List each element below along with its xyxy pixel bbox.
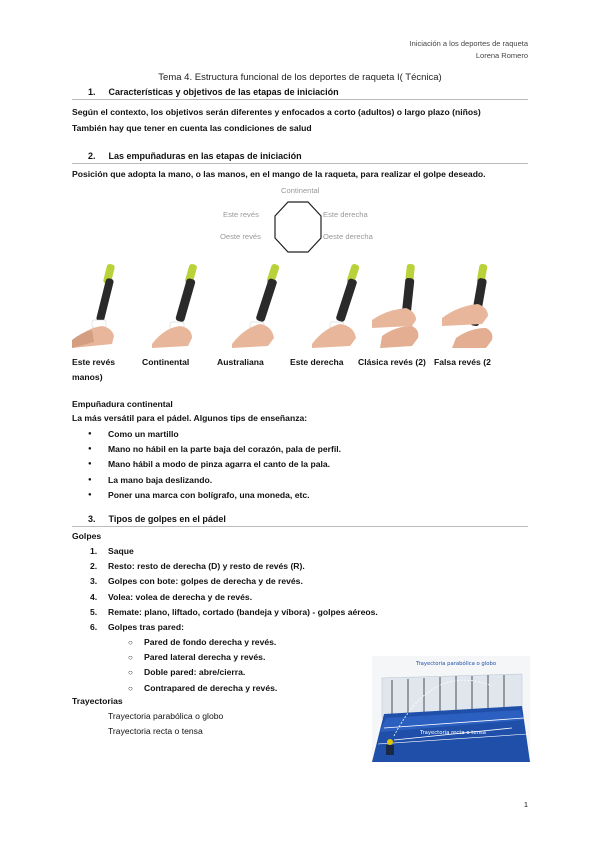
list-item: ○ Pared de fondo derecha y revés.: [72, 635, 277, 650]
section-1-heading: [72, 87, 528, 100]
octagon-label-top: Continental: [281, 186, 320, 195]
list-item: 6. Golpes tras pared:: [90, 622, 184, 633]
list-item: 1. Saque: [90, 546, 134, 556]
section-3-heading: [72, 514, 528, 527]
list-item: ○ Contrapared de derecha y revés.: [72, 681, 277, 696]
running-header: [410, 38, 528, 62]
list-item: ● Poner una marca con bolígrafo, una moneda, etc.: [72, 488, 341, 503]
section-2-title: Las empuñaduras en las etapas de iniciación: [108, 151, 302, 161]
section-1-line: Según el contexto, los objetivos serán diferentes y enfocados a corto (adultos) o largo plazo (niños): [72, 107, 481, 117]
octagon-label-right-lower: Oeste derecha: [323, 232, 373, 241]
list-item: Trayectoria parabólica o globo: [108, 711, 224, 721]
grip-photo-clasica-reves: [372, 262, 432, 348]
court-label-parabolic: Trayectoria parabólica o globo: [416, 661, 497, 667]
section-2-heading: [72, 151, 528, 164]
section-2-intro: Posición que adopta la mano, o las manos, en el mango de la raqueta, para realizar el golpe deseado.: [72, 169, 486, 179]
grip-photo-continental: [152, 262, 212, 348]
grip-label: Australiana: [217, 357, 264, 367]
tras-pared-list: [72, 635, 277, 696]
list-item: Trayectoria recta o tensa: [108, 726, 203, 736]
octagon-label-right-upper: Este derecha: [323, 210, 368, 219]
document-title: Tema 4. Estructura funcional de los deportes de raqueta I( Técnica): [158, 72, 442, 83]
continental-title: Empuñadura continental: [72, 399, 173, 409]
trayectorias-list: [108, 709, 223, 739]
section-1-line: También hay que tener en cuenta las condiciones de salud: [72, 122, 312, 133]
grip-photo-falsa-reves: [442, 262, 502, 348]
list-item: ● Como un martillo: [72, 427, 341, 442]
grip-photo-australiana: [232, 262, 292, 348]
grip-octagon-diagram: [215, 186, 385, 256]
grip-label: Falsa revés (2: [434, 357, 491, 367]
grip-label: Clásica revés (2): [358, 357, 426, 367]
court-label-straight: Trayectoria recta o tensa: [420, 730, 486, 736]
grip-label: Este revés: [72, 357, 116, 367]
continental-tips-list: [72, 427, 341, 503]
padel-court-trajectory-image: [372, 656, 530, 762]
list-item: ○ Doble pared: abre/cierra.: [72, 665, 277, 680]
page-number: 1: [523, 800, 528, 809]
trayectorias-title: Trayectorias: [72, 696, 123, 706]
section-3-title: Tipos de golpes en el pádel: [108, 514, 226, 524]
grip-label: Este derecha: [290, 357, 344, 367]
section-2-number: 2.: [88, 151, 96, 161]
header-author: Lorena Romero: [475, 51, 528, 60]
octagon-label-left-lower: Oeste revés: [220, 232, 261, 241]
octagon-label-left-upper: Este revés: [223, 210, 259, 219]
section-3-number: 3.: [88, 514, 96, 524]
octagon-shape: [273, 200, 323, 254]
continental-intro: La más versátil para el pádel. Algunos tips de enseñanza:: [72, 413, 308, 423]
list-item: ○ Pared lateral derecha y revés.: [72, 650, 277, 665]
grip-photo-este-derecha: [312, 262, 372, 348]
golpes-list: [72, 544, 378, 635]
section-1-number: 1.: [88, 87, 96, 97]
list-item: 5. Remate: plano, liftado, cortado (bandeja y víbora) - golpes aéreos.: [90, 606, 378, 617]
list-item: 3. Golpes con bote: golpes de derecha y de revés.: [90, 576, 303, 587]
grip-label-wrap: manos): [72, 372, 103, 382]
section-1-title: Características y objetivos de las etapas de iniciación: [108, 87, 339, 97]
header-course: Iniciación a los deportes de raqueta: [409, 39, 528, 48]
grip-photo-este-reves: [72, 262, 132, 348]
list-item: ● La mano baja deslizando.: [72, 473, 341, 488]
grip-label: Continental: [142, 357, 190, 367]
grip-photo-row: [72, 262, 528, 352]
list-item: 4. Volea: volea de derecha y de revés.: [90, 591, 253, 602]
list-item: ● Mano no hábil en la parte baja del corazón, pala de perfil.: [72, 442, 341, 457]
list-item: 2. Resto: resto de derecha (D) y resto de revés (R).: [90, 561, 305, 572]
section-1-body: [72, 105, 481, 136]
list-item: ● Mano hábil a modo de pinza agarra el canto de la pala.: [72, 457, 341, 472]
golpes-title: Golpes: [72, 531, 102, 541]
